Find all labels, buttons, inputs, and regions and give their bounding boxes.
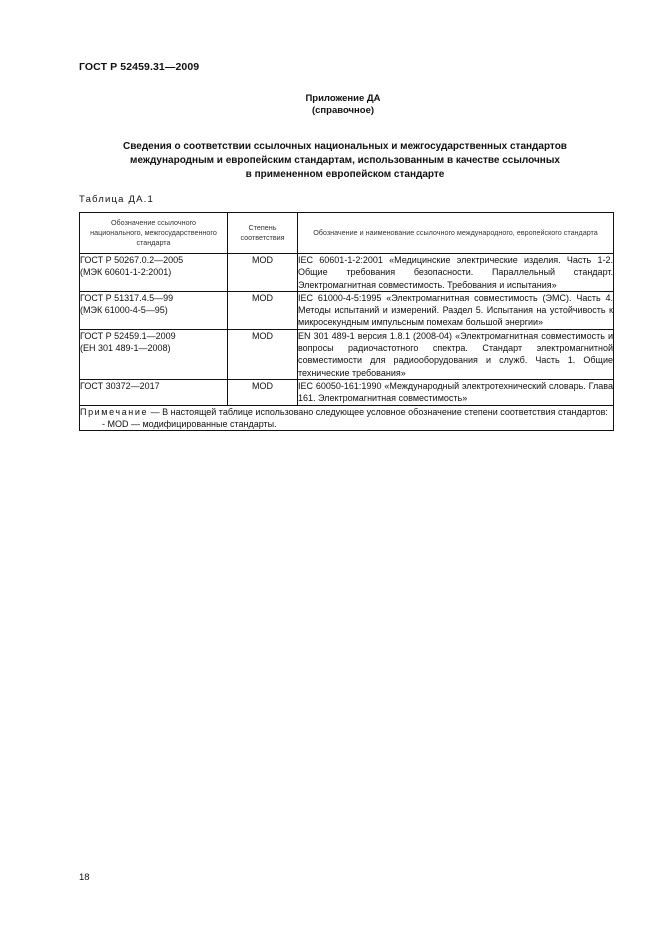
page-number: 18 xyxy=(79,872,90,883)
degree-cell: MOD xyxy=(228,291,298,329)
note-body: — В настоящей таблице использовано следующее условное обозначение степени соответствия стандартов: xyxy=(148,406,608,417)
international-standard-cell: IEC 60601-1-2:2001 «Медицинские электрические изделия. Часть 1-2. Общие требования безопасности. Параллельный стандарт. Электромагнитная совместимость. Требования и испытания» xyxy=(298,255,613,290)
table-row xyxy=(80,291,614,329)
table-header-row xyxy=(80,213,614,254)
section-title-line-1: Сведения о соответствии ссылочных национальных и межгосударственных стандартов xyxy=(123,141,567,152)
table-row xyxy=(80,379,614,405)
national-standard-equivalent: (МЭК 60601-1-2:2001) xyxy=(80,267,172,278)
appendix-subtitle: (справочное) xyxy=(311,105,375,116)
column-header-national: Обозначение ссылочного национального, межгосударственного стандарта xyxy=(80,213,228,254)
international-standard-cell: IEC 61000-4-5:1995 «Электромагнитная совместимость (ЭМС). Часть 4. Методы испытаний и измерений. Раздел 5. Испытания на устойчивость к микросекундным импульсным помехам большой энергии» xyxy=(298,292,613,328)
note-heading: Примечание xyxy=(80,406,149,417)
column-header-international: Обозначение и наименование ссылочного международного, европейского стандарта xyxy=(298,213,614,254)
section-title-line-2: международным и европейским стандартам, использованным в качестве ссылочных xyxy=(130,155,560,166)
appendix-heading xyxy=(0,93,661,117)
degree-cell: MOD xyxy=(228,254,298,292)
table-note xyxy=(80,405,614,431)
note-list-item: - MOD — модифицированные стандарты. xyxy=(102,418,277,429)
national-standard-code: ГОСТ Р 52459.1—2009 xyxy=(80,330,176,341)
international-standard-cell: IEC 60050-161:1990 «Международный электротехнический словарь. Глава 161. Электромагнитная совместимость» xyxy=(298,380,613,404)
note-text xyxy=(80,406,613,418)
national-standard-equivalent: (ЕН 301 489-1—2008) xyxy=(80,343,171,354)
degree-cell: MOD xyxy=(228,379,298,405)
degree-cell: MOD xyxy=(228,329,298,379)
table-row xyxy=(80,329,614,379)
national-standard-cell xyxy=(80,254,228,292)
section-title xyxy=(80,140,610,182)
table-row xyxy=(80,254,614,292)
table-label: Таблица ДА.1 xyxy=(79,194,154,205)
column-header-degree: Степень соответствия xyxy=(228,213,298,254)
section-title-line-3: в примененном европейском стандарте xyxy=(245,169,445,180)
international-standard-cell: EN 301 489-1 версия 1.8.1 (2008-04) «Электромагнитная совместимость и вопросы радиочастотного спектра. Стандарт электромагнитной совместимости для радиооборудования и служб. Часть 1. Общие технические требования» xyxy=(298,330,613,378)
national-standard-code: ГОСТ 30372—2017 xyxy=(80,380,160,391)
table-note-row xyxy=(80,405,614,431)
national-standard-equivalent: (МЭК 61000-4-5—95) xyxy=(80,305,168,316)
national-standard-cell xyxy=(80,379,228,405)
standards-table xyxy=(79,212,614,431)
document-number: ГОСТ Р 52459.31—2009 xyxy=(79,61,200,73)
appendix-title: Приложение ДА xyxy=(305,93,381,104)
national-standard-code: ГОСТ Р 50267.0.2—2005 xyxy=(80,255,184,265)
national-standard-cell xyxy=(80,329,228,379)
national-standard-cell xyxy=(80,291,228,329)
national-standard-code: ГОСТ Р 51317.4.5—99 xyxy=(80,292,174,303)
